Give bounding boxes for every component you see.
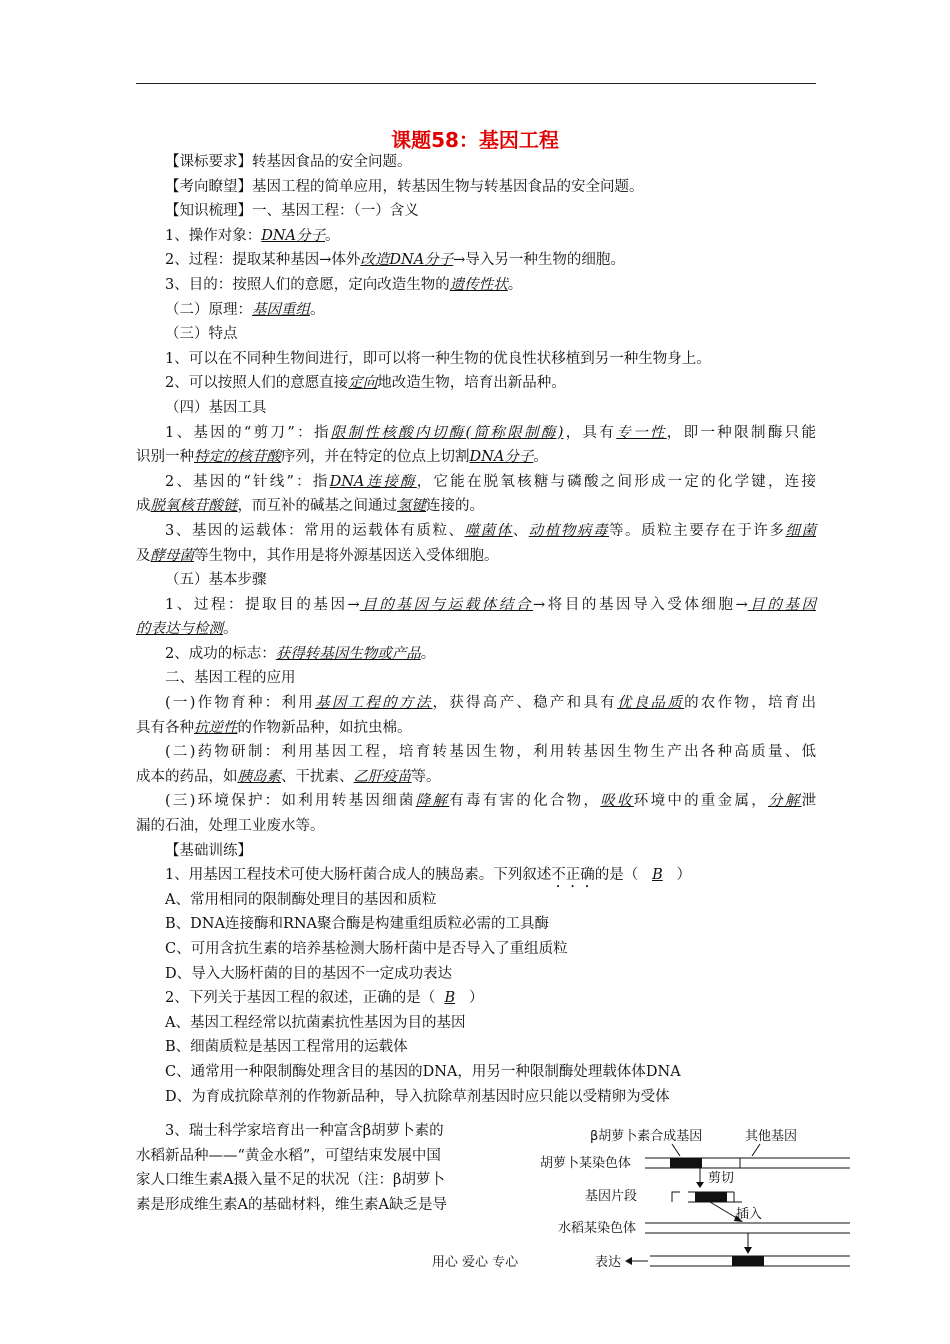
answer: 分解 xyxy=(768,793,802,810)
fragment-end xyxy=(672,1192,680,1202)
option: B、DNA连接酶和RNA聚合酶是构建重组质粒必需的工具酶 xyxy=(165,916,550,933)
answer: 遗传性状 xyxy=(449,276,508,293)
answer: 限制性核酸内切酶(简称限制酶) xyxy=(330,424,564,441)
text-line: 具有各种抗逆性的作物新品种，如抗虫棉。 xyxy=(136,719,412,736)
text-line: (一)作物育种：利用基因工程的方法，获得高产、稳产和具有优良品质的农作物，培育出 xyxy=(165,695,817,712)
text-line: 1、基因的“剪刀”：指限制性核酸内切酶(简称限制酶)，具有专一性，即一种限制酶只能 xyxy=(165,424,817,441)
answer: 氢键 xyxy=(397,498,426,515)
text-line: 3、基因的运载体：常用的运载体有质粒、噬菌体、动植物病毒等。质粒主要存在于许多细菌 xyxy=(165,522,817,539)
answer: 优良品质 xyxy=(617,695,685,712)
question-1: 1、用基因工程技术可使大肠杆菌合成人的胰岛素。下列叙述不正确的是（ B ） xyxy=(165,867,692,884)
pointer-line xyxy=(752,1144,760,1156)
main-content xyxy=(136,150,816,1109)
text-line: 3、瑞士科学家培育出一种富含β胡萝卜素的 xyxy=(165,1123,444,1139)
answer: 定向 xyxy=(348,375,378,392)
question-2: 2、下列关于基因工程的叙述，正确的是（ B ） xyxy=(165,990,484,1007)
text-line: 3、目的：按照人们的意愿，定向改造生物的遗传性状。 xyxy=(165,276,523,293)
answer: 脱氧核苷酸链 xyxy=(150,498,238,515)
answer: 抗逆性 xyxy=(194,719,238,736)
header-rule xyxy=(136,83,816,84)
answer: 基因重组 xyxy=(252,301,310,318)
option: C、通常用一种限制酶处理含目的基因的DNA，用另一种限制酶处理载体体DNA xyxy=(165,1063,681,1080)
label-other-genes: 其他基因 xyxy=(745,1129,798,1144)
text-line: 的表达与检测。 xyxy=(136,621,238,638)
option: A、常用相同的限制酶处理目的基因和质粒 xyxy=(165,891,437,908)
emphasis-text: 不正确 xyxy=(551,867,595,884)
answer: 获得转基因生物或产品 xyxy=(275,645,421,662)
answer: DNA连接酶 xyxy=(329,473,417,490)
answer: 特定的核苷酸 xyxy=(194,449,281,466)
answer: 改造DNA分子 xyxy=(360,252,454,269)
option: C、可用含抗生素的培养基检测大肠杆菌中是否导入了重组质粒 xyxy=(165,941,568,957)
text-line: 2、成功的标志：获得转基因生物或产品。 xyxy=(165,645,436,662)
option: B、细菌质粒是基因工程常用的运载体 xyxy=(165,1039,408,1056)
fragment-end xyxy=(734,1192,742,1202)
answer: 目的基因 xyxy=(747,596,817,613)
pointer-line xyxy=(672,1144,680,1156)
gene-block xyxy=(670,1158,702,1168)
label-express: 表达 xyxy=(595,1255,622,1270)
question-3 xyxy=(136,1119,526,1217)
text-line: 识别一种特定的核苷酸序列，并在特定的位点上切割DNA分子。 xyxy=(136,449,548,466)
text-line: (二)药物研制：利用基因工程，培育转基因生物，利用转基因生物生产出各种高质量、低 xyxy=(165,744,816,761)
answer: 乙肝疫苗 xyxy=(353,768,412,785)
text-line: 素是形成维生素A的基础材料，维生素A缺乏是导 xyxy=(136,1196,447,1213)
text-line: 及酵母菌等生物中，其作用是将外源基因送入受体细胞。 xyxy=(136,547,499,564)
text-line: 2、可以按照人们的意愿直接定向地改造生物，培育出新品种。 xyxy=(165,375,566,392)
answer: 噬菌体 xyxy=(464,522,513,539)
label-rice-chromosome: 水稻某染色体 xyxy=(558,1221,637,1236)
label-cut: 剪切 xyxy=(708,1171,735,1186)
text-line: （四）基因工具 xyxy=(165,399,267,416)
page-footer: 用心 爱心 专心 xyxy=(431,1255,519,1270)
text-line: 【课标要求】转基因食品的安全问题。 xyxy=(165,154,412,170)
text-line: 【知识梳理】一、基因工程：（一）含义 xyxy=(165,203,419,220)
text-line: 成脱氧核苷酸链，而互补的碱基之间通过氢键连接的。 xyxy=(136,498,484,515)
answer: 细菌 xyxy=(785,522,817,539)
text-line: （二）原理：基因重组。 xyxy=(165,301,325,318)
text-line: 1、操作对象：DNA分子。 xyxy=(165,227,340,244)
text-line: 2、基因的“针线”：指DNA连接酶，它能在脱氧核糖与磷酸之间形成一定的化学键，连接 xyxy=(165,473,816,490)
label-carrot-chromosome: 胡萝卜某染色体 xyxy=(540,1156,632,1171)
text-line: 1、可以在不同种生物间进行，即可以将一种生物的优良性状移植到另一种生物身上。 xyxy=(165,350,711,367)
label-gene-fragment: 基因片段 xyxy=(585,1189,638,1204)
option: D、为育成抗除草剂的作物新品种，导入抗除草剂基因时应只能以受精卵为受体 xyxy=(165,1088,670,1105)
option: D、导入大肠杆菌的目的基因不一定成功表达 xyxy=(165,965,453,982)
arrow-head xyxy=(696,1182,704,1188)
answer: 专一性 xyxy=(616,424,667,441)
gene-engineering-diagram xyxy=(540,1120,870,1270)
answer: DNA分子 xyxy=(469,449,534,466)
text-line: 漏的石油，处理工业废水等。 xyxy=(136,818,325,835)
answer: 动植物病毒 xyxy=(528,522,609,539)
text-line: （五）基本步骤 xyxy=(165,572,267,589)
text-line: 成本的药品，如胰岛素、干扰素、乙肝疫苗等。 xyxy=(136,768,441,785)
text-line: 家人口维生素A摄入量不足的状况（注：β胡萝卜 xyxy=(136,1172,445,1189)
answer: 降解 xyxy=(415,793,450,810)
text-line: 二、基因工程的应用 xyxy=(165,670,296,687)
section-heading: 【基础训练】 xyxy=(165,842,252,859)
answer: 胰岛素 xyxy=(237,768,281,785)
fragment-gene-block xyxy=(695,1192,727,1202)
text-line: (三)环境保护：如利用转基因细菌降解有毒有害的化合物，吸收环境中的重金属，分解泄 xyxy=(165,793,817,810)
label-insert: 插入 xyxy=(736,1207,763,1222)
text-line: （三）特点 xyxy=(165,326,238,343)
answer: 基因工程的方法 xyxy=(315,695,433,712)
label-gene: β胡萝卜素合成基因 xyxy=(590,1129,703,1144)
answer: 目的基因与运载体结合 xyxy=(359,596,534,613)
answer: 的表达与检测 xyxy=(136,621,223,638)
option: A、基因工程经常以抗菌素抗性基因为目的基因 xyxy=(165,1014,466,1031)
answer: B xyxy=(444,990,456,1007)
text-line: 1、过程：提取目的基因→目的基因与运载体结合→将目的基因导入受体细胞→目的基因 xyxy=(165,596,817,613)
text-line: 水稻新品种——“黄金水稻”，可望结束发展中国 xyxy=(136,1147,441,1164)
answer: B xyxy=(652,867,663,884)
answer: DNA分子 xyxy=(261,227,326,244)
page-title: 课题58：基因工程 xyxy=(391,128,559,152)
text-line: 【考向瞭望】基因工程的简单应用，转基因生物与转基因食品的安全问题。 xyxy=(165,178,644,195)
answer: 吸收 xyxy=(600,793,634,810)
text-line: 2、过程：提取某种基因→体外改造DNA分子→导入另一种生物的细胞。 xyxy=(165,252,625,269)
answer: 酵母菌 xyxy=(150,547,194,564)
